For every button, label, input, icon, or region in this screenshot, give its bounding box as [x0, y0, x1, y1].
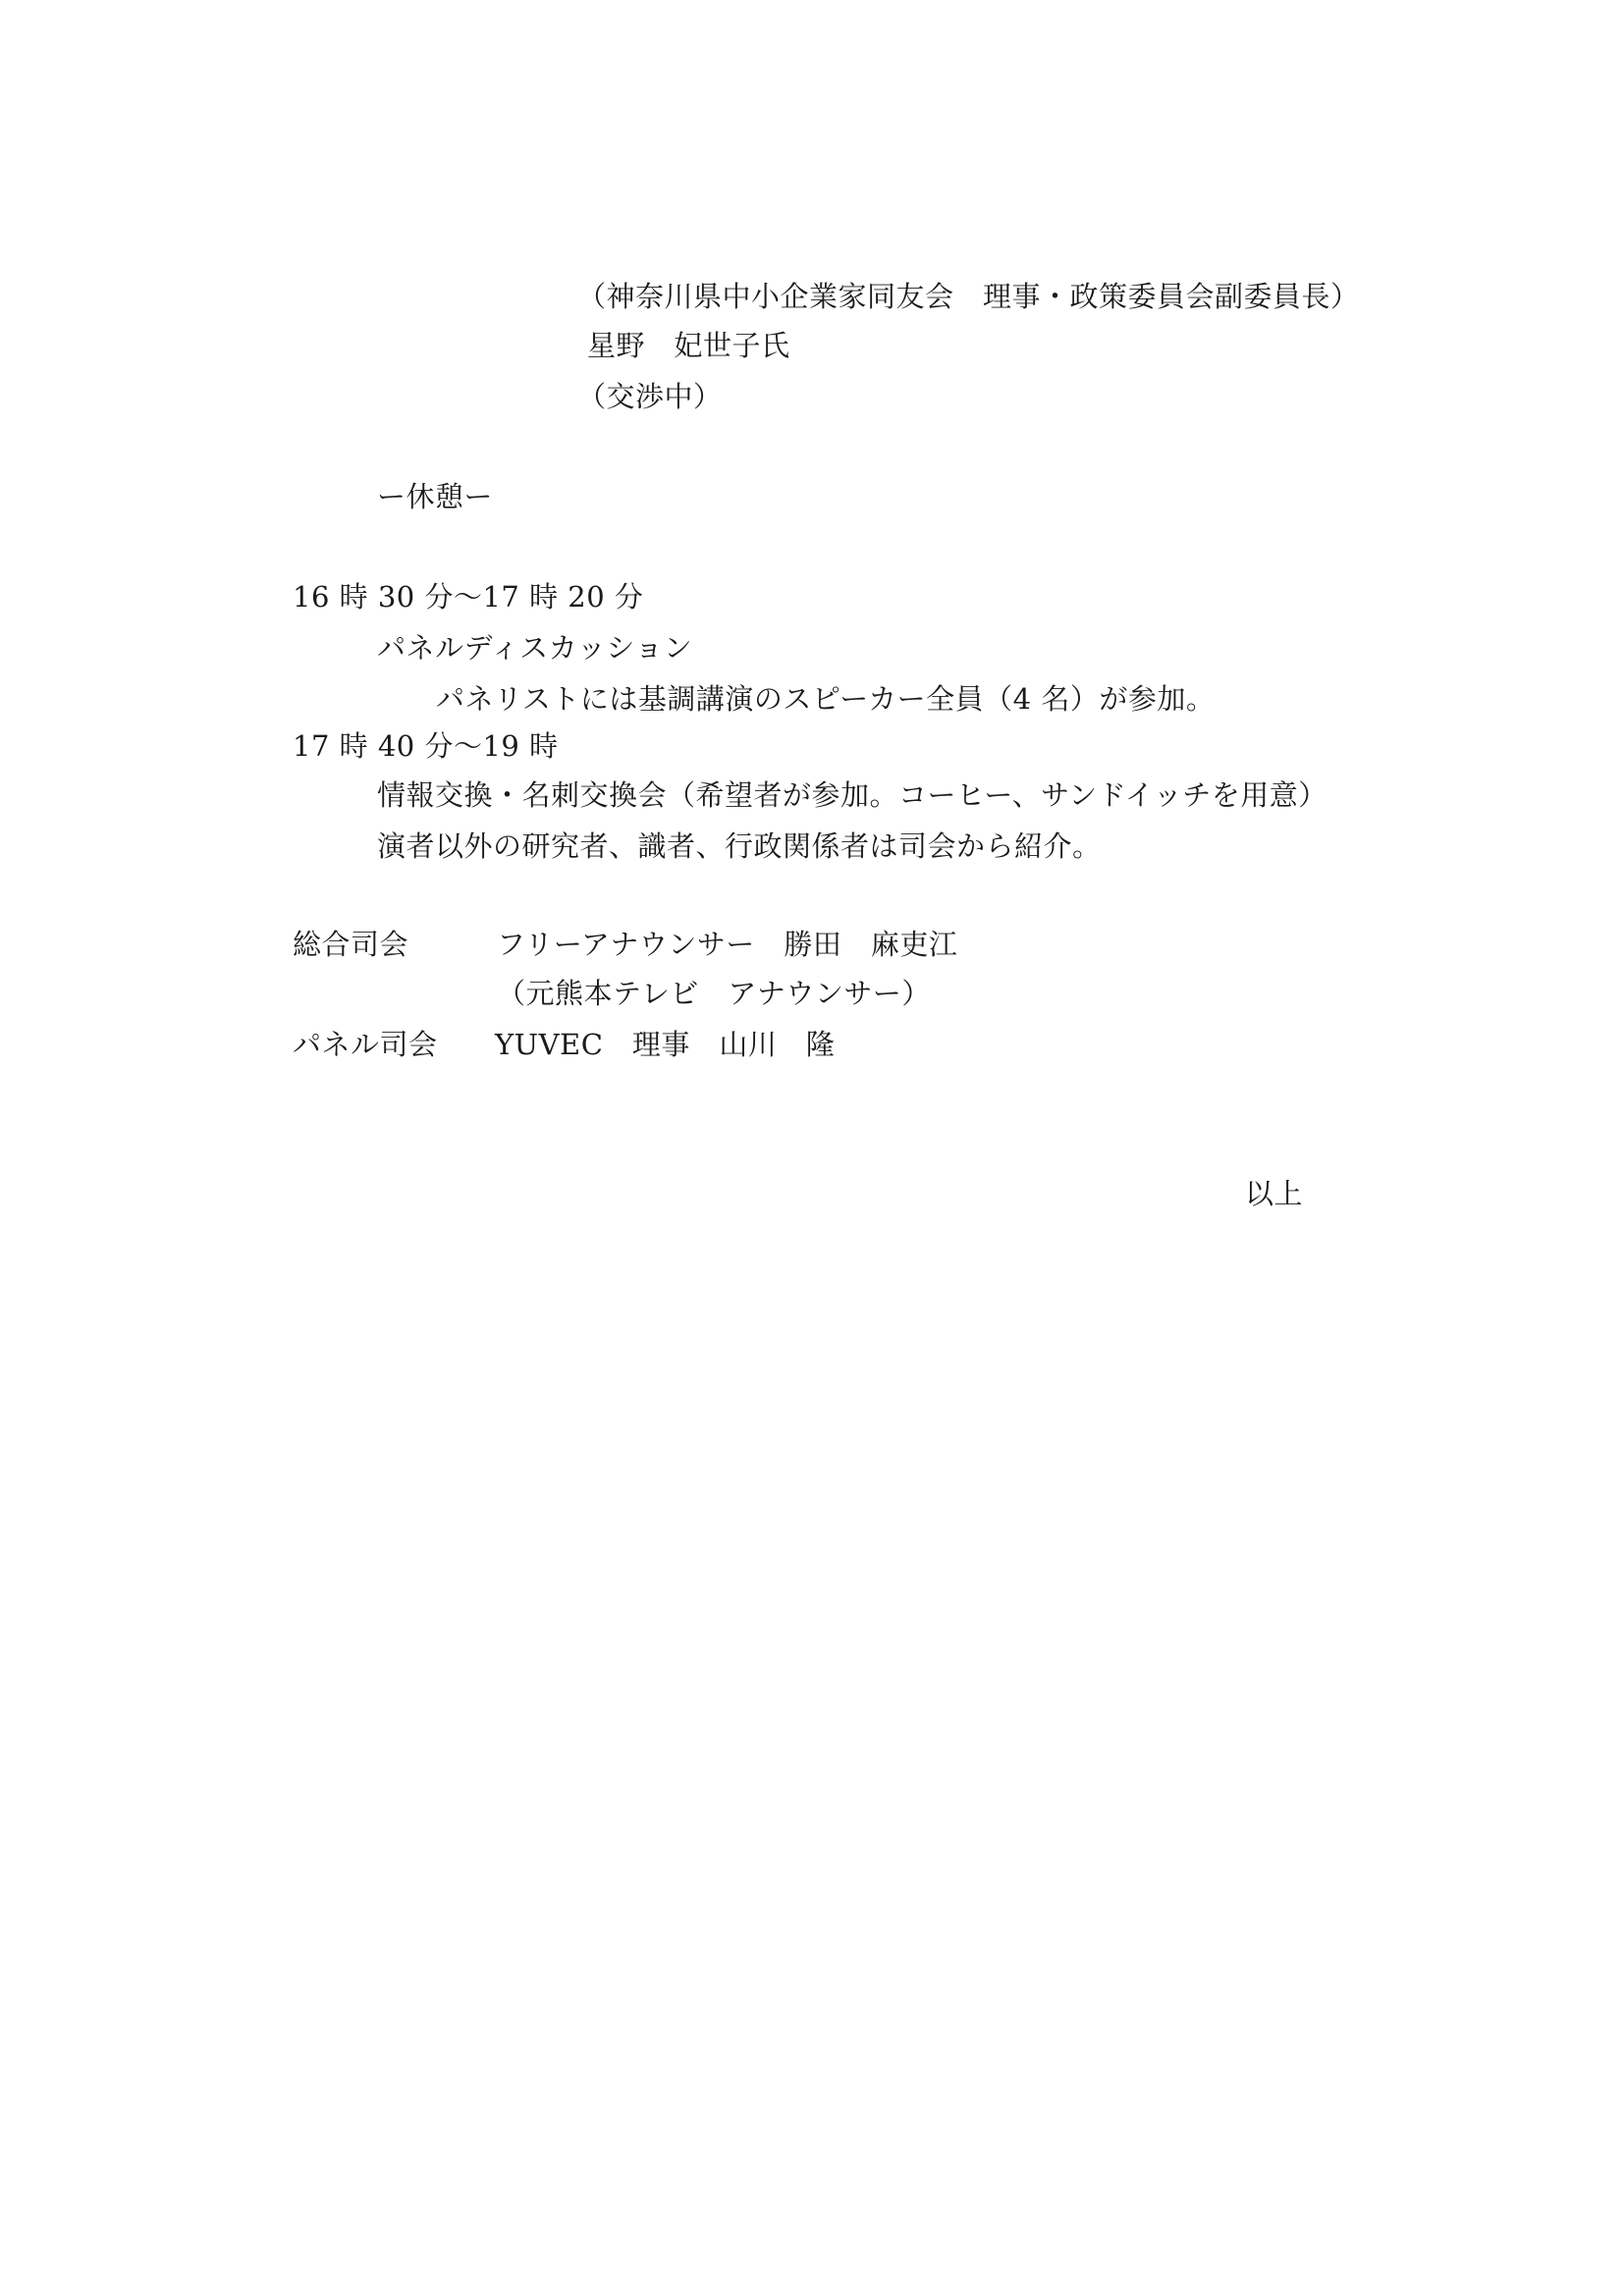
speaker-affiliation: （神奈川県中小企業家同友会 理事・政策委員会副委員長） — [577, 280, 1360, 313]
general-mc-label: 総合司会 — [293, 928, 409, 961]
panel-mc-label: パネル司会 — [293, 1028, 438, 1061]
closing-text: 以上 — [1245, 1177, 1304, 1210]
general-mc-name: フリーアナウンサー 勝田 麻吏江 — [497, 928, 958, 961]
speaker-name: 星野 妃世子氏 — [587, 329, 790, 362]
networking-session-title: 情報交換・名刺交換会（希望者が参加。コーヒー、サンドイッチを用意） — [377, 778, 1327, 812]
panel-session-note: パネリストには基調講演のスピーカー全員（4 名）が参加。 — [436, 682, 1216, 716]
general-mc-sub: （元熊本テレビ アナウンサー） — [497, 977, 931, 1010]
panel-mc-name: YUVEC 理事 山川 隆 — [495, 1028, 836, 1061]
networking-session-time: 17 時 40 分～19 時 — [293, 729, 559, 763]
panel-session-title: パネルディスカッション — [377, 631, 693, 665]
speaker-status: （交渉中） — [577, 380, 723, 413]
panel-session-time: 16 時 30 分～17 時 20 分 — [293, 580, 644, 614]
networking-session-note: 演者以外の研究者、識者、行政関係者は司会から紹介。 — [377, 829, 1102, 863]
break-label: ー休憩ー — [377, 480, 494, 513]
